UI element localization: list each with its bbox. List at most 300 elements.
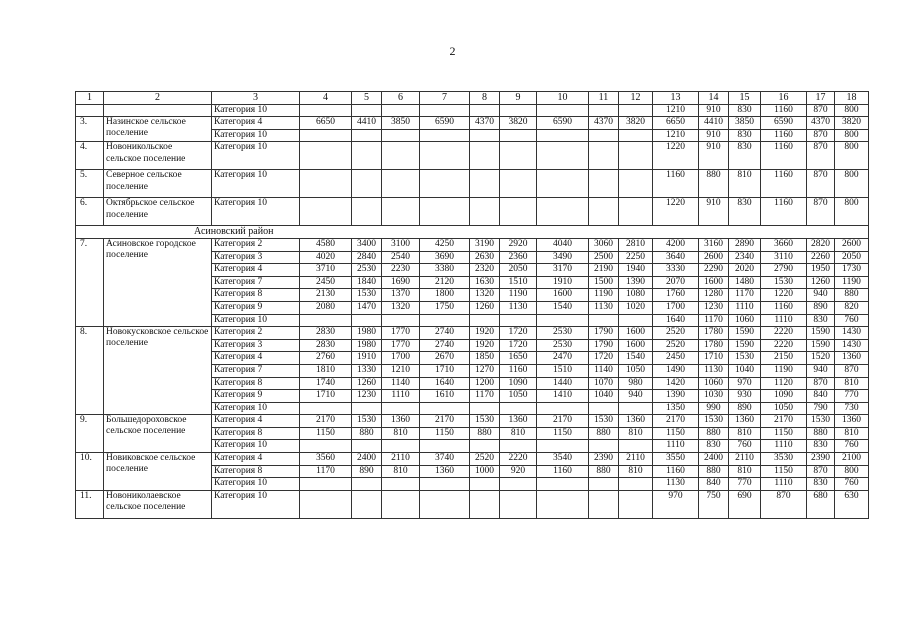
row-number: 5.: [76, 170, 104, 198]
value-cell: [500, 142, 537, 170]
value-cell: 2520: [653, 327, 699, 340]
value-cell: [470, 129, 500, 142]
value-cell: 1920: [470, 327, 500, 340]
value-cell: 980: [619, 377, 653, 390]
value-cell: 760: [835, 478, 869, 491]
value-cell: 2400: [699, 453, 729, 466]
value-cell: 1850: [470, 352, 500, 365]
value-cell: 2170: [537, 415, 589, 428]
value-cell: [589, 198, 619, 226]
value-cell: 1530: [807, 415, 835, 428]
value-cell: 2170: [300, 415, 352, 428]
value-cell: 1750: [420, 301, 470, 314]
settlement-name: Новокусковское сельское поселение: [104, 327, 212, 415]
value-cell: 2830: [300, 327, 352, 340]
value-cell: 1330: [352, 364, 382, 377]
table-row: [76, 117, 869, 130]
value-cell: 1780: [699, 339, 729, 352]
header-cell: 10: [537, 92, 589, 105]
value-cell: 3160: [699, 238, 729, 251]
value-cell: 2810: [619, 238, 653, 251]
header-cell: 4: [300, 92, 352, 105]
header-row: [76, 92, 869, 105]
value-cell: [352, 440, 382, 453]
value-cell: 1350: [653, 402, 699, 415]
value-cell: [619, 142, 653, 170]
value-cell: 2740: [420, 339, 470, 352]
value-cell: 760: [729, 440, 761, 453]
value-cell: 3640: [653, 251, 699, 264]
value-cell: 1640: [420, 377, 470, 390]
value-cell: [300, 142, 352, 170]
value-cell: 1020: [619, 301, 653, 314]
value-cell: 1060: [729, 314, 761, 327]
value-cell: [470, 170, 500, 198]
value-cell: 1170: [699, 314, 729, 327]
value-cell: 1390: [653, 390, 699, 403]
value-cell: [470, 314, 500, 327]
value-cell: [500, 440, 537, 453]
value-cell: 1430: [835, 339, 869, 352]
value-cell: 1530: [352, 289, 382, 302]
value-cell: 1770: [382, 327, 420, 340]
row-number: 4.: [76, 142, 104, 170]
value-cell: 810: [729, 170, 761, 198]
value-cell: 1160: [537, 465, 589, 478]
value-cell: [352, 170, 382, 198]
value-cell: 1210: [653, 129, 699, 142]
value-cell: 1210: [382, 364, 420, 377]
table-row: [76, 453, 869, 466]
value-cell: 2220: [761, 327, 807, 340]
value-cell: 770: [835, 390, 869, 403]
value-cell: 880: [470, 427, 500, 440]
value-cell: 810: [729, 465, 761, 478]
value-cell: 1170: [300, 465, 352, 478]
value-cell: [619, 402, 653, 415]
value-cell: 810: [619, 427, 653, 440]
tariff-table: [75, 91, 869, 519]
value-cell: [589, 129, 619, 142]
value-cell: [537, 440, 589, 453]
value-cell: 2740: [420, 327, 470, 340]
value-cell: 1150: [537, 427, 589, 440]
value-cell: 1170: [729, 289, 761, 302]
value-cell: 3330: [653, 264, 699, 277]
value-cell: 910: [699, 198, 729, 226]
value-cell: 880: [352, 427, 382, 440]
header-cell: 6: [382, 92, 420, 105]
value-cell: 1600: [619, 339, 653, 352]
value-cell: 830: [807, 478, 835, 491]
value-cell: 830: [729, 142, 761, 170]
value-cell: 2110: [729, 453, 761, 466]
value-cell: 1720: [500, 327, 537, 340]
value-cell: 1510: [537, 364, 589, 377]
settlement-name: Новониколаевское сельское поселение: [104, 490, 212, 518]
value-cell: 1920: [470, 339, 500, 352]
value-cell: 1390: [619, 276, 653, 289]
value-cell: 1150: [653, 427, 699, 440]
value-cell: 1190: [500, 289, 537, 302]
value-cell: 1230: [352, 390, 382, 403]
category-cell: Категория 10: [212, 142, 300, 170]
value-cell: 1360: [835, 415, 869, 428]
value-cell: 2220: [500, 453, 537, 466]
value-cell: 1090: [761, 390, 807, 403]
value-cell: 1610: [420, 390, 470, 403]
header-cell: 15: [729, 92, 761, 105]
category-cell: Категория 4: [212, 352, 300, 365]
category-cell: Категория 10: [212, 129, 300, 142]
value-cell: [420, 478, 470, 491]
value-cell: 1220: [653, 198, 699, 226]
header-cell: 9: [500, 92, 537, 105]
value-cell: [352, 490, 382, 518]
value-cell: 1360: [835, 352, 869, 365]
value-cell: 1220: [653, 142, 699, 170]
value-cell: 890: [807, 301, 835, 314]
value-cell: [300, 129, 352, 142]
page-number: 2: [449, 44, 456, 58]
category-cell: Категория 4: [212, 264, 300, 277]
value-cell: [589, 104, 619, 117]
value-cell: [300, 198, 352, 226]
category-cell: Категория 10: [212, 198, 300, 226]
value-cell: 1140: [589, 364, 619, 377]
value-cell: [537, 129, 589, 142]
value-cell: 880: [589, 427, 619, 440]
value-cell: 1940: [619, 264, 653, 277]
header-cell: 8: [470, 92, 500, 105]
value-cell: [352, 314, 382, 327]
value-cell: 1190: [761, 364, 807, 377]
value-cell: 1370: [382, 289, 420, 302]
category-cell: Категория 2: [212, 327, 300, 340]
value-cell: 1220: [761, 289, 807, 302]
value-cell: 1540: [619, 352, 653, 365]
value-cell: 1490: [653, 364, 699, 377]
value-cell: 1600: [537, 289, 589, 302]
value-cell: 2070: [653, 276, 699, 289]
value-cell: [500, 104, 537, 117]
value-cell: [300, 402, 352, 415]
value-cell: 1590: [807, 339, 835, 352]
value-cell: 1910: [537, 276, 589, 289]
value-cell: 1440: [537, 377, 589, 390]
category-cell: Категория 9: [212, 390, 300, 403]
value-cell: [420, 198, 470, 226]
value-cell: [420, 402, 470, 415]
value-cell: 1800: [420, 289, 470, 302]
value-cell: 880: [807, 427, 835, 440]
table-row: [76, 104, 869, 117]
table-row: [76, 198, 869, 226]
value-cell: 920: [500, 465, 537, 478]
value-cell: 2520: [653, 339, 699, 352]
value-cell: 1600: [619, 327, 653, 340]
value-cell: 750: [699, 490, 729, 518]
value-cell: [300, 104, 352, 117]
value-cell: 880: [699, 170, 729, 198]
value-cell: 1150: [420, 427, 470, 440]
value-cell: 930: [729, 390, 761, 403]
value-cell: 830: [729, 198, 761, 226]
value-cell: 820: [835, 301, 869, 314]
settlement-name: [104, 104, 212, 117]
value-cell: 2250: [619, 251, 653, 264]
value-cell: 1520: [807, 352, 835, 365]
value-cell: 4020: [300, 251, 352, 264]
value-cell: 2530: [537, 327, 589, 340]
value-cell: 4370: [589, 117, 619, 130]
value-cell: 2290: [699, 264, 729, 277]
value-cell: 3400: [352, 238, 382, 251]
value-cell: [470, 478, 500, 491]
header-cell: 5: [352, 92, 382, 105]
value-cell: 890: [352, 465, 382, 478]
value-cell: [537, 198, 589, 226]
value-cell: 1530: [729, 352, 761, 365]
value-cell: [420, 314, 470, 327]
value-cell: 1320: [470, 289, 500, 302]
value-cell: 1470: [352, 301, 382, 314]
value-cell: 2150: [761, 352, 807, 365]
value-cell: 1840: [352, 276, 382, 289]
value-cell: [420, 142, 470, 170]
value-cell: [470, 104, 500, 117]
value-cell: 1530: [352, 415, 382, 428]
value-cell: 1070: [589, 377, 619, 390]
value-cell: 770: [729, 478, 761, 491]
value-cell: 1810: [300, 364, 352, 377]
value-cell: [619, 129, 653, 142]
value-cell: 1790: [589, 327, 619, 340]
value-cell: 2340: [729, 251, 761, 264]
value-cell: [382, 170, 420, 198]
value-cell: 3820: [619, 117, 653, 130]
value-cell: 1590: [807, 327, 835, 340]
value-cell: 2540: [382, 251, 420, 264]
value-cell: 3850: [729, 117, 761, 130]
category-cell: Категория 10: [212, 314, 300, 327]
category-cell: Категория 10: [212, 402, 300, 415]
value-cell: 870: [835, 364, 869, 377]
value-cell: 3490: [537, 251, 589, 264]
value-cell: 1140: [382, 377, 420, 390]
value-cell: 880: [589, 465, 619, 478]
value-cell: 1160: [761, 129, 807, 142]
value-cell: 1150: [761, 465, 807, 478]
value-cell: [589, 440, 619, 453]
value-cell: 2050: [835, 251, 869, 264]
value-cell: 4370: [470, 117, 500, 130]
value-cell: 2220: [761, 339, 807, 352]
value-cell: 6590: [761, 117, 807, 130]
value-cell: 1760: [653, 289, 699, 302]
value-cell: [619, 440, 653, 453]
header-cell: 3: [212, 92, 300, 105]
district-name: Асиновский район: [76, 226, 869, 239]
category-cell: Категория 10: [212, 478, 300, 491]
row-number: 9.: [76, 415, 104, 453]
value-cell: 2470: [537, 352, 589, 365]
value-cell: [352, 402, 382, 415]
value-cell: 1360: [382, 415, 420, 428]
row-number: [76, 104, 104, 117]
category-cell: Категория 10: [212, 104, 300, 117]
table-row: [76, 170, 869, 198]
category-cell: Категория 7: [212, 276, 300, 289]
value-cell: 1110: [382, 390, 420, 403]
value-cell: 1500: [589, 276, 619, 289]
value-cell: [352, 129, 382, 142]
value-cell: 2830: [300, 339, 352, 352]
value-cell: [500, 129, 537, 142]
value-cell: [619, 170, 653, 198]
value-cell: 870: [807, 129, 835, 142]
value-cell: 4410: [699, 117, 729, 130]
category-cell: Категория 10: [212, 490, 300, 518]
value-cell: 2110: [382, 453, 420, 466]
value-cell: 1720: [589, 352, 619, 365]
value-cell: 2170: [653, 415, 699, 428]
value-cell: 1130: [500, 301, 537, 314]
value-cell: 1260: [352, 377, 382, 390]
value-cell: 1260: [807, 276, 835, 289]
value-cell: 2390: [589, 453, 619, 466]
value-cell: 1190: [589, 289, 619, 302]
value-cell: 1740: [300, 377, 352, 390]
value-cell: 1160: [761, 198, 807, 226]
value-cell: [537, 490, 589, 518]
value-cell: [500, 478, 537, 491]
value-cell: [589, 402, 619, 415]
value-cell: [500, 402, 537, 415]
value-cell: 2450: [300, 276, 352, 289]
value-cell: 3530: [761, 453, 807, 466]
table-row: [76, 142, 869, 170]
header-cell: 13: [653, 92, 699, 105]
value-cell: 830: [699, 440, 729, 453]
value-cell: 910: [699, 129, 729, 142]
category-cell: Категория 3: [212, 251, 300, 264]
row-number: 10.: [76, 453, 104, 491]
value-cell: 1360: [729, 415, 761, 428]
value-cell: [537, 170, 589, 198]
header-cell: 11: [589, 92, 619, 105]
value-cell: 2320: [470, 264, 500, 277]
value-cell: 760: [835, 440, 869, 453]
category-cell: Категория 4: [212, 415, 300, 428]
value-cell: [420, 104, 470, 117]
value-cell: 1110: [653, 440, 699, 453]
value-cell: 1050: [619, 364, 653, 377]
value-cell: 1160: [761, 142, 807, 170]
value-cell: [352, 142, 382, 170]
row-number: 6.: [76, 198, 104, 226]
category-cell: Категория 3: [212, 339, 300, 352]
value-cell: [537, 478, 589, 491]
value-cell: [382, 314, 420, 327]
value-cell: 940: [807, 364, 835, 377]
value-cell: 2450: [653, 352, 699, 365]
header-cell: 2: [104, 92, 212, 105]
value-cell: 3820: [500, 117, 537, 130]
value-cell: 1320: [382, 301, 420, 314]
value-cell: 6590: [537, 117, 589, 130]
category-cell: Категория 4: [212, 117, 300, 130]
settlement-name: Новоникольское сельское поселение: [104, 142, 212, 170]
value-cell: 1060: [699, 377, 729, 390]
value-cell: 800: [835, 198, 869, 226]
value-cell: 1040: [729, 364, 761, 377]
header-cell: 17: [807, 92, 835, 105]
value-cell: 1270: [470, 364, 500, 377]
value-cell: [352, 198, 382, 226]
settlement-name: Октябрьское сельское поселение: [104, 198, 212, 226]
value-cell: 1530: [699, 415, 729, 428]
value-cell: 1160: [761, 170, 807, 198]
table-row: [76, 327, 869, 340]
value-cell: [420, 170, 470, 198]
value-cell: 870: [807, 142, 835, 170]
value-cell: 2020: [729, 264, 761, 277]
value-cell: 910: [699, 142, 729, 170]
value-cell: 1980: [352, 327, 382, 340]
value-cell: 1590: [729, 327, 761, 340]
value-cell: 3660: [761, 238, 807, 251]
value-cell: 2820: [807, 238, 835, 251]
value-cell: 970: [653, 490, 699, 518]
value-cell: 2110: [619, 453, 653, 466]
value-cell: 1690: [382, 276, 420, 289]
category-cell: Категория 8: [212, 465, 300, 478]
value-cell: 810: [729, 427, 761, 440]
value-cell: 880: [699, 427, 729, 440]
value-cell: [619, 478, 653, 491]
value-cell: 1160: [761, 301, 807, 314]
value-cell: [619, 314, 653, 327]
value-cell: 1050: [761, 402, 807, 415]
value-cell: 1430: [835, 327, 869, 340]
value-cell: 830: [729, 104, 761, 117]
value-cell: 1790: [589, 339, 619, 352]
value-cell: [420, 490, 470, 518]
value-cell: 1650: [500, 352, 537, 365]
table-row: [76, 490, 869, 518]
value-cell: 840: [699, 478, 729, 491]
value-cell: [382, 478, 420, 491]
value-cell: 1040: [589, 390, 619, 403]
category-cell: Категория 8: [212, 377, 300, 390]
value-cell: 890: [729, 402, 761, 415]
value-cell: [537, 104, 589, 117]
value-cell: [300, 478, 352, 491]
value-cell: 2630: [470, 251, 500, 264]
value-cell: 2600: [699, 251, 729, 264]
value-cell: 810: [835, 427, 869, 440]
value-cell: 870: [807, 465, 835, 478]
category-cell: Категория 2: [212, 238, 300, 251]
district-row: [76, 226, 869, 239]
value-cell: 4370: [807, 117, 835, 130]
value-cell: 1150: [761, 427, 807, 440]
value-cell: 1480: [729, 276, 761, 289]
category-cell: Категория 10: [212, 170, 300, 198]
value-cell: 1130: [589, 301, 619, 314]
value-cell: 910: [699, 104, 729, 117]
